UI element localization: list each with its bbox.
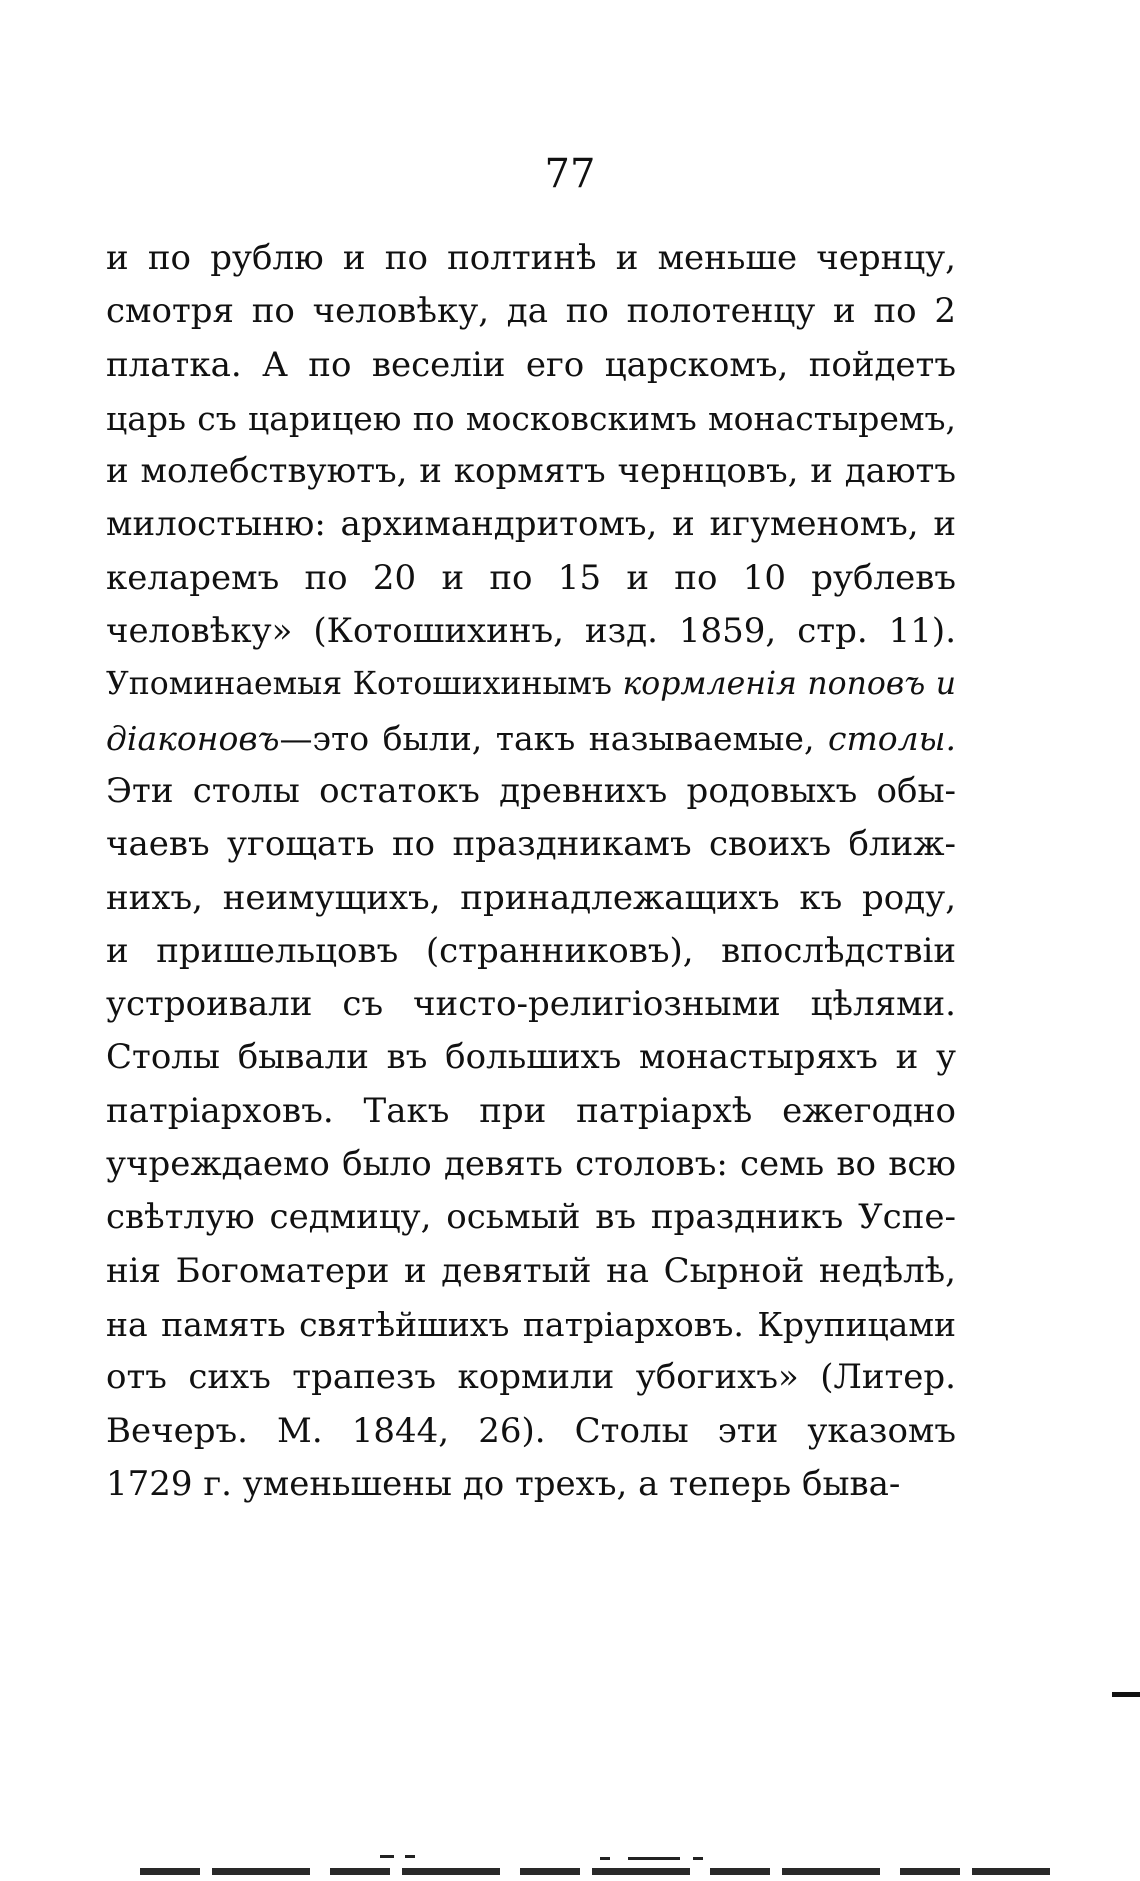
text-line (106, 978, 956, 1031)
text-line (106, 605, 956, 658)
text-line (106, 818, 956, 871)
text-line (106, 445, 956, 498)
line-text: и по рублю и по полтинѣ и меньше чернцу, (106, 238, 956, 278)
text-line (106, 925, 956, 978)
italic-text: кормленія поповъ и (622, 666, 956, 703)
italic-text: столы. (827, 718, 956, 758)
line-text: чаевъ угощать по праздникамъ своихъ ближ- (106, 824, 956, 865)
line-text: человѣку» (Котошихинъ, изд. 1859, стр. 11). (106, 611, 956, 652)
line-text: Вечеръ. М. 1844, 26). Столы эти указомъ (106, 1410, 956, 1451)
line-text: царь съ царицею по московскимъ монастыремъ, (106, 398, 956, 438)
text-line (106, 1298, 956, 1351)
text-line (106, 765, 956, 818)
text-line (106, 1031, 956, 1084)
line-text: на память святѣйшихъ патріарховъ. Крупицами (106, 1304, 956, 1344)
margin-mark (1112, 1692, 1140, 1697)
line-text: Эти столы остатокъ древнихъ родовыхъ обы- (106, 770, 956, 811)
text-line (106, 872, 956, 925)
line-text: нія Богоматери и девятый на Сырной недѣлѣ, (106, 1250, 956, 1291)
line-text: келаремъ по 20 и по 15 и по 10 рублевъ (106, 557, 956, 598)
line-text: отъ сихъ трапезъ кормили убогихъ» (Литер. (106, 1357, 956, 1398)
line-text: —это были, такъ называемые, (279, 718, 828, 758)
text-line (106, 1405, 956, 1458)
text-line (106, 658, 956, 711)
text-line (106, 1085, 956, 1138)
line-text: патріарховъ. Такъ при патріархѣ ежегодно (106, 1090, 956, 1131)
scan-speck (405, 1855, 415, 1858)
line-text: милостыню: архимандритомъ, и игуменомъ, и (106, 504, 956, 545)
text-line (106, 1138, 956, 1191)
line-text: Упоминаемыя Котошихинымъ (106, 666, 623, 703)
line-text: смотря по человѣку, да по полотенцу и по 2 (106, 291, 956, 332)
text-line (106, 1245, 956, 1298)
text-line (106, 1458, 956, 1511)
line-text: и пришельцовъ (странниковъ), впослѣдствіи (106, 930, 956, 971)
text-line (106, 1191, 956, 1244)
line-text: устроивали съ чисто-религіозными цѣлями. (106, 984, 956, 1025)
scan-speck (600, 1857, 610, 1860)
scan-bottom-edge (140, 1868, 1050, 1875)
text-line (106, 552, 956, 605)
line-text: 1729 г. уменьшены до трехъ, а теперь быва- (106, 1463, 901, 1504)
line-text: нихъ, неимущихъ, принадлежащихъ къ роду, (106, 877, 956, 918)
text-line (106, 232, 956, 285)
line-text: свѣтлую седмицу, осьмый въ праздникъ Успе- (106, 1197, 956, 1238)
text-line (106, 392, 956, 445)
line-text: и молебствуютъ, и кормятъ чернцовъ, и даютъ (106, 451, 956, 492)
text-line (106, 339, 956, 392)
line-text: Столы бывали въ большихъ монастыряхъ и у (106, 1037, 956, 1078)
body-text (106, 232, 956, 1511)
scan-speck (693, 1857, 703, 1860)
scan-speck (628, 1857, 680, 1860)
page-number: 77 (544, 151, 596, 197)
text-line (106, 285, 956, 338)
text-line (106, 498, 956, 551)
line-text: учреждаемо было девять столовъ: семь во всю (106, 1144, 956, 1185)
scan-speck (380, 1855, 394, 1858)
text-line (106, 712, 956, 765)
text-line (106, 1351, 956, 1404)
italic-text: діаконовъ (106, 718, 280, 758)
line-text: платка. А по веселіи его царскомъ, пойдетъ (106, 344, 956, 385)
